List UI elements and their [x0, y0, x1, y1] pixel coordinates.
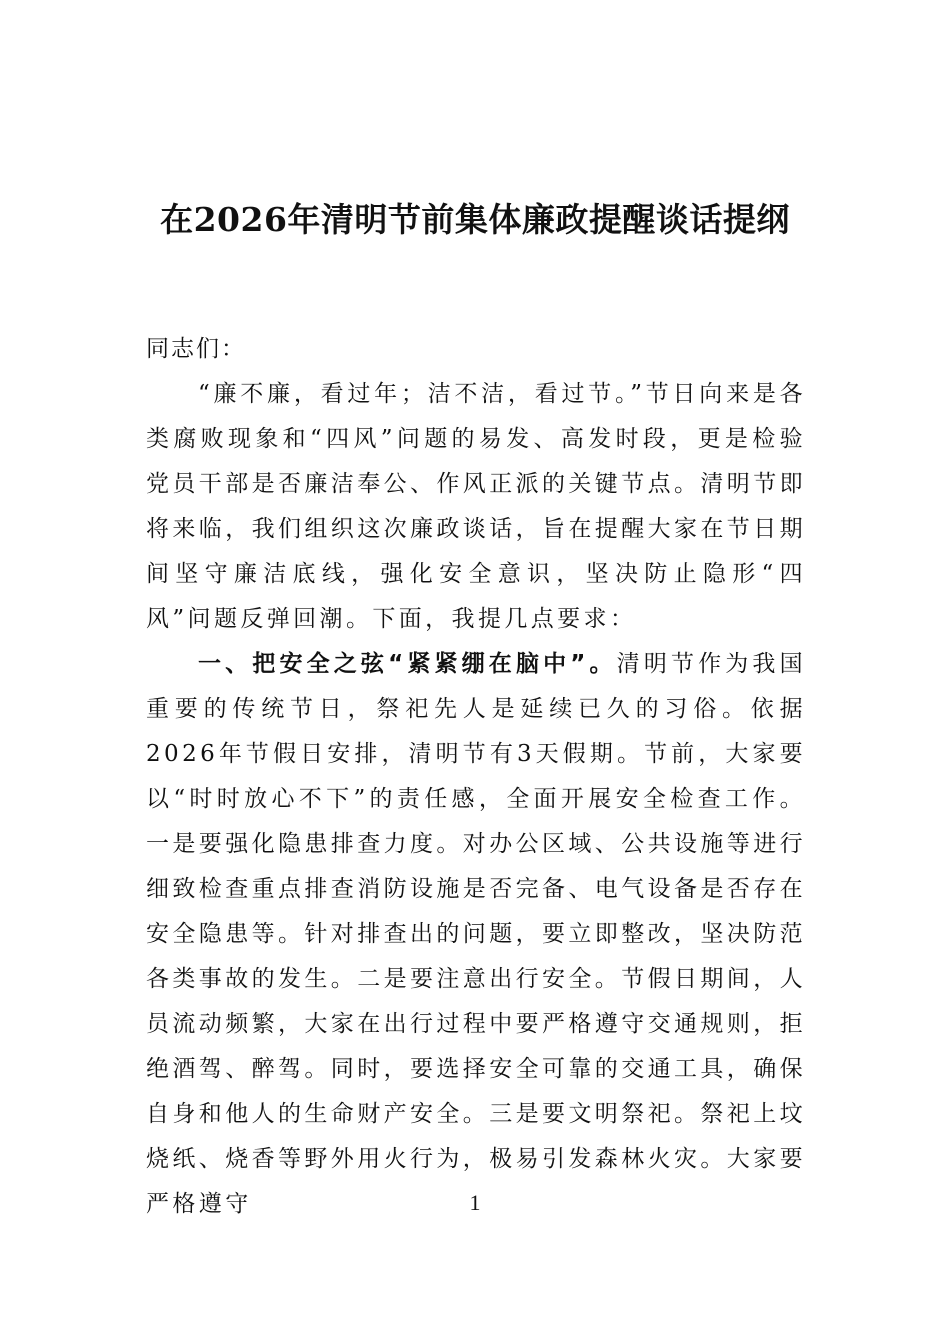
- section-1-body: 清明节作为我国重要的传统节日，祭祀先人是延续已久的习俗。依据2026年节假日安排，清明节有3天假期。节前，大家要以“时时放心不下”的责任感，全面开展安全检查工作。一是要强化隐患排查力度。对办公区域、公共设施等进行细致检查重点排查消防设施是否完备、电气设备是否存在安全隐患等。针对排查出的问题，要立即整改，坚决防范各类事故的发生。二是要注意出行安全。节假日期间，人员流动频繁，大家在出行过程中要严格遵守交通规则，拒绝酒驾、醉驾。同时，要选择安全可靠的交通工具，确保自身和他人的生命财产安全。三是要文明祭祀。祭祀上坟烧纸、烧香等野外用火行为，极易引发森林火灾。大家要严格遵守: [146, 651, 806, 1217]
- intro-paragraph: “廉不廉，看过年；洁不洁，看过节。”节日向来是各类腐败现象和“四风”问题的易发、高发时段，更是检验党员干部是否廉洁奉公、作风正派的关键节点。清明节即将来临，我们组织这次廉政谈话，旨在提醒大家在节日期间坚守廉洁底线，强化安全意识，坚决防止隐形“四风”问题反弹回潮。下面，我提几点要求：: [146, 381, 806, 632]
- greeting: 同志们：: [146, 336, 246, 362]
- section-1-paragraph: [146, 642, 806, 1227]
- section-1-heading: 一、把安全之弦“紧紧绷在脑中”。: [198, 651, 617, 677]
- document-body: [146, 327, 806, 1227]
- document-title: 在2026年清明节前集体廉政提醒谈话提纲: [160, 200, 790, 239]
- page-number: 1: [469, 1190, 481, 1215]
